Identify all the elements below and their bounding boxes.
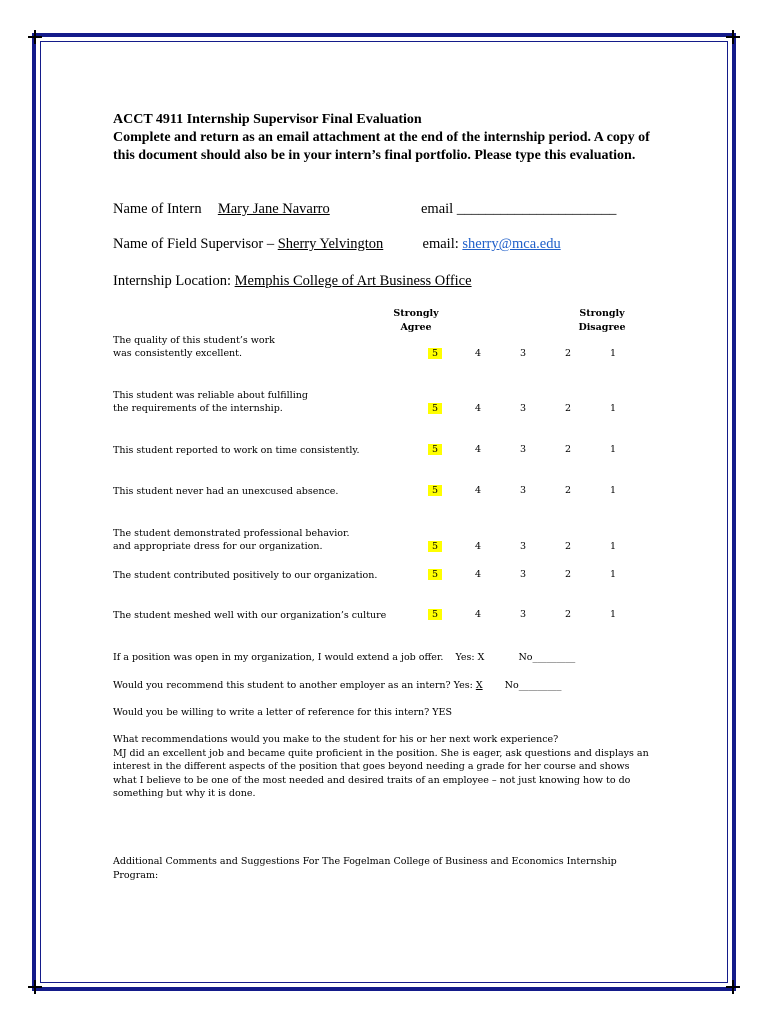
question-line: The student meshed well with our organization’s culture (113, 610, 387, 621)
rating-2[interactable]: 2 (564, 403, 572, 414)
question-line: and appropriate dress for our organization. (113, 541, 323, 552)
recommend-row (113, 680, 561, 691)
rating-3[interactable]: 3 (519, 444, 527, 455)
rating-2[interactable]: 2 (564, 444, 572, 455)
question-line: This student reported to work on time consistently. (113, 445, 360, 456)
recommendations-answer: MJ did an excellent job and became quite proficient in the position. She is eager, ask questions and displays an interest in the different aspects of the position that goes beyond needing a grade for her course and shows what I believe to be one of the most needed and desired traits of an employee – not just knowing how to do something but why it is done. (113, 747, 649, 799)
supervisor-row (113, 236, 561, 253)
rating-1[interactable]: 1 (609, 444, 617, 455)
question-text (113, 485, 338, 498)
rating-4[interactable]: 4 (474, 348, 482, 359)
rating-5[interactable]: 5 (428, 444, 442, 455)
question-line: The student contributed positively to our organization. (113, 570, 378, 581)
question-text (113, 609, 386, 622)
job-offer-yes: Yes: X (455, 652, 485, 663)
supervisor-value: Sherry Yelvington (277, 236, 384, 252)
rating-3[interactable]: 3 (519, 609, 527, 620)
rating-1[interactable]: 1 (609, 541, 617, 552)
question-text (113, 334, 275, 360)
page-title: ACCT 4911 Internship Supervisor Final Evaluation (113, 112, 422, 127)
rating-5[interactable]: 5 (428, 485, 442, 496)
rating-3[interactable]: 3 (519, 541, 527, 552)
rating-1[interactable]: 1 (609, 485, 617, 496)
question-line: This student was reliable about fulfilling (113, 390, 308, 401)
recommend-yes-mark: X (475, 680, 483, 691)
rating-4[interactable]: 4 (474, 541, 482, 552)
job-offer-question: If a position was open in my organization, I would extend a job offer. (113, 652, 444, 663)
supervisor-label: Name of Field Supervisor – (113, 236, 275, 252)
page-border-inner (40, 41, 728, 983)
supervisor-email-link[interactable]: sherry@mca.edu (462, 236, 561, 252)
question-line: was consistently excellent. (113, 348, 243, 359)
question-text (113, 569, 377, 582)
recommendations-block (113, 733, 653, 801)
rating-5[interactable]: 5 (428, 569, 442, 580)
intern-label: Name of Intern (113, 201, 202, 217)
question-line: The quality of this student’s work (113, 335, 275, 346)
rating-3[interactable]: 3 (519, 348, 527, 359)
rating-3[interactable]: 3 (519, 569, 527, 580)
rating-4[interactable]: 4 (474, 444, 482, 455)
recommendations-question: What recommendations would you make to the student for his or her next work experience? (113, 734, 559, 745)
strongly-disagree-header: Strongly Disagree (578, 308, 626, 333)
instructions: Complete and return as an email attachment at the end of the internship period. A copy of this document should also be in your intern’s final portfolio. Please type this evaluation. (113, 130, 650, 163)
header-block (113, 111, 653, 165)
corner-ornament-icon (28, 30, 42, 44)
recommend-no: No_________ (504, 680, 562, 691)
rating-2[interactable]: 2 (564, 541, 572, 552)
rating-3[interactable]: 3 (519, 403, 527, 414)
rating-5[interactable]: 5 (428, 403, 442, 414)
rating-1[interactable]: 1 (609, 403, 617, 414)
reference-question: Would you be willing to write a letter of reference for this intern? YES (113, 707, 452, 718)
rating-1[interactable]: 1 (609, 609, 617, 620)
rating-4[interactable]: 4 (474, 403, 482, 414)
rating-2[interactable]: 2 (564, 569, 572, 580)
rating-2[interactable]: 2 (564, 609, 572, 620)
question-line: The student demonstrated professional behavior. (113, 528, 350, 539)
rating-3[interactable]: 3 (519, 485, 527, 496)
additional-comments-label: Additional Comments and Suggestions For The Fogelman College of Business and Economics Internship Program: (113, 856, 617, 881)
intern-row (113, 201, 616, 218)
recommend-question: Would you recommend this student to another employer as an intern? Yes: (113, 680, 473, 691)
supervisor-email-label: email: (422, 236, 459, 252)
corner-ornament-icon (28, 980, 42, 994)
rating-4[interactable]: 4 (474, 485, 482, 496)
rating-1[interactable]: 1 (609, 348, 617, 359)
rating-2[interactable]: 2 (564, 348, 572, 359)
question-text (113, 527, 350, 553)
job-offer-row (113, 652, 575, 663)
corner-ornament-icon (726, 980, 740, 994)
question-text (113, 444, 359, 457)
additional-comments (113, 855, 633, 882)
strongly-agree-header: Strongly Agree (393, 308, 439, 333)
reference-row (113, 707, 452, 718)
location-row (113, 273, 472, 290)
question-text (113, 389, 308, 415)
question-line: the requirements of the internship. (113, 403, 283, 414)
intern-email-label: email (421, 201, 454, 217)
job-offer-no: No_________ (518, 652, 576, 663)
rating-2[interactable]: 2 (564, 485, 572, 496)
rating-4[interactable]: 4 (474, 569, 482, 580)
corner-ornament-icon (726, 30, 740, 44)
question-line: This student never had an unexcused absence. (113, 486, 339, 497)
rating-5[interactable]: 5 (428, 541, 442, 552)
rating-4[interactable]: 4 (474, 609, 482, 620)
rating-5[interactable]: 5 (428, 609, 442, 620)
location-value: Memphis College of Art Business Office (234, 273, 472, 289)
location-label: Internship Location: (113, 273, 231, 289)
rating-5[interactable]: 5 (428, 348, 442, 359)
intern-value: Mary Jane Navarro (217, 201, 330, 217)
rating-1[interactable]: 1 (609, 569, 617, 580)
intern-email-blank: ______________________ (456, 201, 617, 217)
